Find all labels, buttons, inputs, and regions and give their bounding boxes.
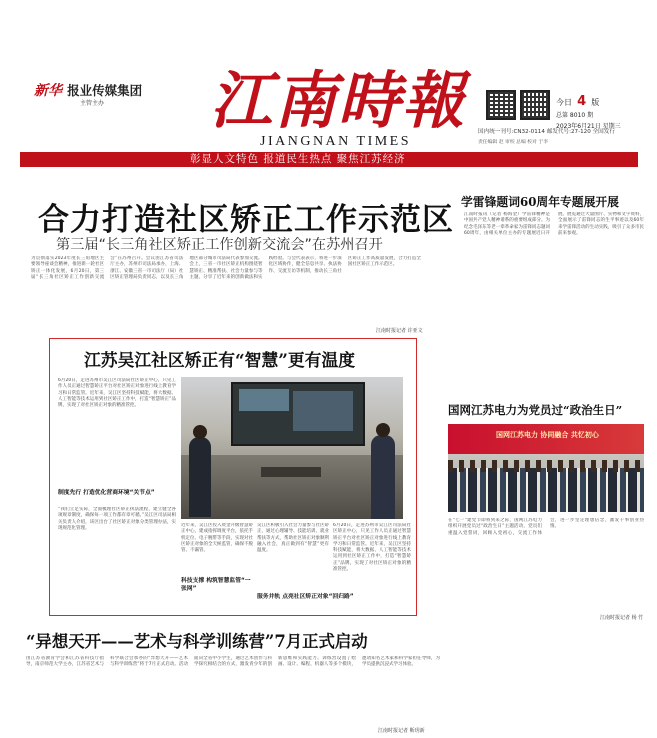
qr-code-icon (486, 90, 516, 120)
lead-byline: 江南时报记者 许亚文 (376, 328, 423, 334)
feature-sub2: 科技支撑 构筑智慧监管“一张网” (181, 578, 251, 592)
right-body: 江南时报讯（记者 杨海金）学雷锋精神是中国共产党人精神谱系的重要组成部分。为纪念毛泽东等老一辈革命家为雷锋同志题词60周年，由相关单位主办的专题展近日开展。展览通过大量图片、实物和文字资料，全面展示了雷锋同志的生平事迹以及60年来学雷锋活动的生动实践，吸引了众多市民前来参观。 (464, 212, 644, 236)
right-column (430, 172, 645, 622)
lead-subheadline: 第三届“长三角社区矫正工作创新交流会”在苏州召开 (56, 237, 383, 253)
bottom-story (24, 624, 444, 734)
feature-sub1: 制度先行 打造优化营商环境“关节点” (58, 490, 155, 496)
feature-headline: 江苏吴江社区矫正有“智慧”更有温度 (84, 350, 356, 370)
right-body-2: 在“七一”建党节即将到来之际，国网江苏电力组织开展党员过“政治生日”主题活动，党员们重温入党誓词，回顾入党初心，交流工作体会，进一步坚定理想信念，激发干事创业热情。 (448, 518, 644, 536)
feature-box (49, 338, 417, 616)
feature-col2-body: 近年来，吴江区投入资金升级智慧矫正中心，建成指挥调度平台，依托手机定位、电子腕带等手段，实现对社区矫正对象的全天候监管，确保不脱管、不漏管。 (181, 523, 253, 554)
group-name: 报业传媒集团 (67, 83, 143, 98)
slogan: 彰显人文特色 报道民生热点 聚焦江苏经济 (190, 153, 406, 165)
right-headline-2: 国网江苏电力为党员过“政治生日” (448, 403, 623, 417)
bottom-headline: “异想天开——艺术与科学训练营”7月正式启动 (26, 632, 368, 651)
feature-col4-body: 6月20日，走进苏州市吴江区司法局社区矫正中心，只见工作人员正通过智慧矫正平台对社区矫正对象进行线上教育学习和日常监管。近年来，吴江区坚持科技赋能，将大数据、人工智能等技术运用到社区矫正工作中，打造“智慧矫正”品牌，实现了对社区矫正对象的精准管控。 (333, 523, 411, 573)
lead-headline: 合力打造社区矫正工作示范区 (38, 202, 454, 238)
photo-banner: 国网江苏电力 协同融合 共忆初心 (496, 431, 599, 439)
issue-number: 总第 8010 期 (556, 112, 594, 119)
group-logo (34, 80, 142, 100)
issue-unit: 版 (591, 98, 600, 107)
bottom-body: 由江苏省教育学会和江苏省科技厅指导，南京师范大学主办，江苏省艺术与科学联合会承办的“异想天开——艺术与科学训练营”将于7月正式启动。活动面向全省中小学生，通过艺术创作与科学探究相结合的方式，激发青少年的创新思维和实践能力。训练营设置了绘画、设计、编程、机器人等多个模块，邀请知名艺术家和科学家担任导师，为学员提供沉浸式学习体验。 (26, 656, 440, 668)
masthead (0, 0, 657, 166)
lead-body: 为贯彻落实2023年度长三角地区主要领导座谈会精神，推进新一轮社区矫正一体化发展，6月20日，第三届“长三角社区矫正工作创新交流会”在苏州召开。会议由江苏省司法厅主办，苏州市司法局承办，上海、浙江、安徽三省一市司法厅（局）社区矫正管理局负责同志，以及长三角地区部分城市司法局代表参加交流。会上，三省一市社区矫正机构围绕智慧矫正、精准帮扶、社会力量参与等主题，分享了近年来的创新做法和实践经验。与会代表表示，将进一步深化区域协作，健全信息共享、执法协作、交流互访等机制，推动长三角社区矫正工作高质量发展，合力打造全国社区矫正工作示范区。 (31, 256, 421, 280)
qr-code-icon (520, 90, 550, 120)
lead-story (28, 172, 454, 336)
feature-body: 6月20日，走进苏州市吴江区司法局社区矫正中心，只见工作人员正通过智慧矫正平台对社区矫正对象进行线上教育学习和日常监管。近年来，吴江区坚持科技赋能，将大数据、人工智能等技术运用到社区矫正工作中，打造“智慧矫正”品牌，实现了对社区矫正对象的精准管控。 (58, 378, 176, 409)
feature-col3-body: 吴江区积极引入社会力量参与社区矫正，通过心理辅导、技能培训、就业帮扶等方式，帮助社区矫正对象顺利融入社会，真正做到有“智慧”更有温度。 (257, 523, 329, 554)
feature-sub3: 服务并轨 点亮社区矫正对象“回归路” (257, 594, 354, 600)
feature-photo (181, 377, 403, 519)
feature-sub1-body: “我们立足实际，全面梳理社区矫正执法流程，建立健全各项规章制度，确保每一项工作都有章可循。”吴江区司法局相关负责人介绍，该区出台了社区矫正对象分类管理办法，实现规范化管理。 (58, 507, 176, 531)
group-sub: 主管主办 (80, 100, 105, 107)
group-logo-mark: 新华 (34, 83, 62, 99)
editors-line: 责任编辑 赵 审校 总编 校对 于李 (478, 140, 548, 145)
issue-kind: 今日 (556, 98, 572, 107)
cn-code: 国内统一刊号:CN32-0114 邮发代号:27-120 全国发行 (478, 129, 615, 135)
masthead-title: 江南時報 (210, 64, 467, 137)
right-photo (448, 424, 644, 512)
bottom-byline: 江南时报记者 靳玥新 (378, 728, 425, 734)
masthead-pinyin: JIANGNAN TIMES (260, 134, 412, 149)
issue-pages: 4 (577, 94, 587, 109)
issue-info (556, 90, 652, 130)
right-byline-2: 江南时报记者 杨 竹 (600, 615, 644, 621)
issue-date: 2023年6月21日 星期三 (556, 123, 621, 130)
right-headline: 学雷锋题词60周年专题展开展 (461, 195, 619, 209)
